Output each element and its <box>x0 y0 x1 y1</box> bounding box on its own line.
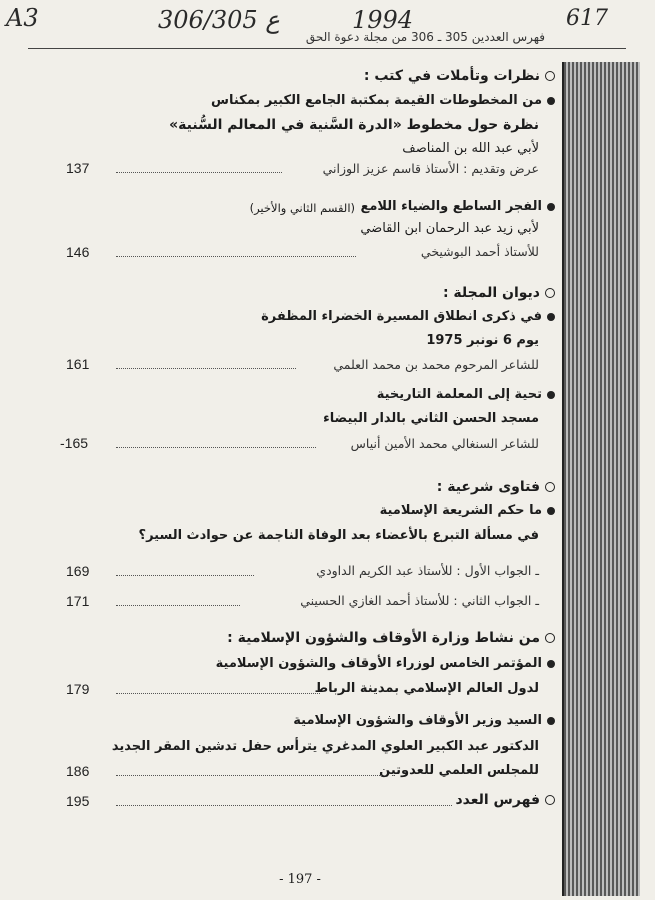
handwritten-code-left: A3 <box>6 4 39 32</box>
leader-dots <box>116 256 356 257</box>
page-number: 179 <box>66 681 90 697</box>
bullet-icon <box>547 313 555 321</box>
bullet-icon <box>547 717 555 725</box>
section-circle-icon <box>545 633 555 643</box>
leader-dots <box>116 172 282 173</box>
page-number: 195 <box>66 793 90 809</box>
handwritten-year: 1994 <box>352 6 414 34</box>
answer-line: ـ الجواب الثاني : للأستاذ أحمد الغازي الحسيني <box>300 593 539 608</box>
entry-title: من المخطوطات القيمة بمكتبة الجامع الكبير بمكناس <box>211 92 555 110</box>
page-number: 137 <box>66 160 90 176</box>
entry-subtitle: يوم 6 نونبر 1975 <box>426 333 539 348</box>
entry-subtitle: مسجد الحسن الثاني بالدار البيضاء <box>323 411 539 426</box>
page-number: -165 <box>60 435 89 451</box>
section-title-reviews: نظرات وتأملات في كتب : <box>364 68 555 84</box>
section-title-index: فهرس العدد <box>455 792 555 808</box>
entry-subtitle: لدول العالم الإسلامي بمدينة الرباط <box>314 681 539 696</box>
bullet-icon <box>547 97 555 105</box>
footer-page-number: - 197 - <box>279 872 321 887</box>
entry-author: للشاعر المرحوم محمد بن محمد العلمي <box>333 357 539 372</box>
entry-subtitle: لأبي عبد الله بن المناصف <box>402 141 539 156</box>
entry-subtitle: الدكتور عبد الكبير العلوي المدغري يترأس حفل تدشين المقر الجديد <box>111 739 539 754</box>
decorative-strip <box>562 62 640 896</box>
bullet-icon <box>547 660 555 668</box>
section-circle-icon <box>545 482 555 492</box>
leader-dots <box>116 775 386 776</box>
entry-title: ما حكم الشريعة الإسلامية <box>380 502 555 520</box>
section-circle-icon <box>545 71 555 81</box>
leader-dots <box>116 805 452 806</box>
section-title-fatwas: فتاوى شرعية : <box>437 479 555 495</box>
section-title-ministry: من نشاط وزارة الأوقاف والشؤون الإسلامية : <box>227 630 555 646</box>
entry-subtitle: نظرة حول مخطوط «الدرة السَّنية في المعالم السُّنية» <box>169 117 539 133</box>
running-header: فهرس العددين 305 ـ 306 من مجلة دعوة الحق <box>305 30 545 44</box>
bullet-icon <box>547 203 555 211</box>
section-circle-icon <box>545 288 555 298</box>
leader-dots <box>116 368 296 369</box>
entry-author: عرض وتقديم : الأستاذ قاسم عزيز الوزاني <box>322 161 539 176</box>
leader-dots <box>116 693 320 694</box>
entry-subtitle: في مسألة التبرع بالأعضاء بعد الوفاة الناجمة عن حوادث السير؟ <box>138 528 539 543</box>
page-number: 186 <box>66 763 90 779</box>
entry-subtitle: لأبي زيد عبد الرحمان ابن القاضي <box>360 221 539 236</box>
entry-title: تحية إلى المعلمة التاريخية <box>377 386 555 404</box>
handwritten-code-right: 617 <box>566 6 608 31</box>
entry-title: في ذكرى انطلاق المسيرة الخضراء المظفرة <box>261 308 555 326</box>
entry-title: السيد وزير الأوقاف والشؤون الإسلامية <box>293 712 555 730</box>
page-number: 146 <box>66 244 90 260</box>
entry-title: الفجر الساطع والضياء اللامع <box>361 198 556 216</box>
entry-author: للشاعر السنغالي محمد الأمين أنياس <box>350 436 539 451</box>
section-title-diwan: ديوان المجلة : <box>443 285 555 301</box>
entry-title: المؤتمر الخامس لوزراء الأوقاف والشؤون الإسلامية <box>216 655 555 673</box>
header-rule <box>28 48 626 49</box>
entry-subtitle: للمجلس العلمي للعدوتين <box>379 763 539 778</box>
section-circle-icon <box>545 795 555 805</box>
entry-author: للأستاذ أحمد البوشيخي <box>420 244 539 259</box>
entry-note: (القسم الثاني والأخير) <box>249 201 355 215</box>
page-number: 161 <box>66 356 90 372</box>
handwritten-issue-numbers: 306/305 ع <box>158 6 280 34</box>
page-number: 169 <box>66 563 90 579</box>
answer-line: ـ الجواب الأول : للأستاذ عبد الكريم الداودي <box>316 563 539 578</box>
leader-dots <box>116 575 254 576</box>
leader-dots <box>116 447 316 448</box>
bullet-icon <box>547 507 555 515</box>
page-number: 171 <box>66 593 90 609</box>
bullet-icon <box>547 391 555 399</box>
leader-dots <box>116 605 240 606</box>
